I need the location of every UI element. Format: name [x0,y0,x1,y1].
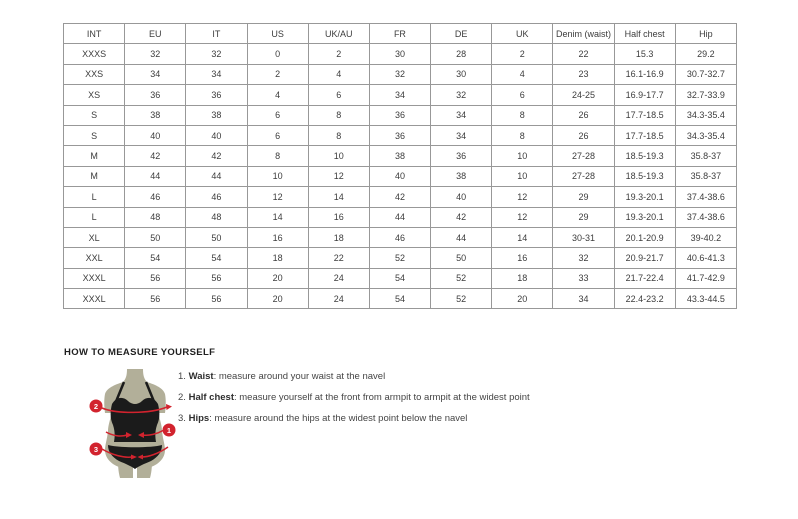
size-cell: XXS [64,64,125,84]
waist-marker-number: 1 [166,425,172,435]
measurement-figure [82,368,187,483]
size-cell: 32 [369,64,430,84]
size-cell: 46 [125,187,186,207]
size-cell: 12 [308,166,369,186]
size-cell: 18.5-19.3 [614,146,675,166]
waist-marker-badge [163,424,176,437]
size-cell: 46 [186,187,247,207]
hips-marker-number: 3 [93,444,99,454]
instruction-item-hips [178,413,530,425]
instruction-number: 3. [178,413,186,424]
size-cell: 20 [247,268,308,288]
column-header: UK/AU [308,24,369,44]
size-cell: 48 [125,207,186,227]
size-cell: 6 [247,125,308,145]
size-cell: XXL [64,248,125,268]
table-row [64,85,737,105]
size-cell: 44 [125,166,186,186]
size-table-body [64,44,737,309]
size-cell: 8 [308,125,369,145]
column-header: DE [431,24,492,44]
table-row [64,44,737,64]
size-cell: XS [64,85,125,105]
size-cell: 42 [186,146,247,166]
size-cell: 22.4-23.2 [614,289,675,309]
size-cell: 56 [125,268,186,288]
size-cell: 20 [492,289,553,309]
size-cell: M [64,146,125,166]
size-cell: 22 [553,44,614,64]
hips-marker-badge [90,443,103,456]
size-cell: S [64,105,125,125]
size-cell: 39-40.2 [675,227,736,247]
size-cell: 24 [308,289,369,309]
size-cell: 16.9-17.7 [614,85,675,105]
instruction-item-waist [178,371,530,383]
size-cell: 16.1-16.9 [614,64,675,84]
instruction-text: : measure yourself at the front from armpit to armpit at the widest point [233,392,530,403]
table-row [64,146,737,166]
size-cell: 2 [492,44,553,64]
size-cell: XXXS [64,44,125,64]
instruction-item-half-chest [178,392,530,404]
instruction-text: : measure around the hips at the widest point below the navel [209,413,468,424]
size-cell: 12 [492,207,553,227]
instruction-label: Waist [188,371,214,382]
size-cell: 48 [186,207,247,227]
table-row [64,289,737,309]
size-cell: 19.3-20.1 [614,187,675,207]
size-cell: 20.9-21.7 [614,248,675,268]
column-header: Half chest [614,24,675,44]
chest-marker-number: 2 [93,401,99,411]
column-header: FR [369,24,430,44]
size-cell: 27-28 [553,146,614,166]
size-cell: 32 [431,85,492,105]
size-cell: 14 [308,187,369,207]
size-cell: 12 [247,187,308,207]
size-cell: 28 [431,44,492,64]
measure-heading: HOW TO MEASURE YOURSELF [64,347,216,358]
table-row [64,105,737,125]
table-row [64,125,737,145]
column-header: IT [186,24,247,44]
size-cell: 34 [125,64,186,84]
instruction-number: 2. [178,392,186,403]
size-cell: 38 [125,105,186,125]
size-cell: 4 [308,64,369,84]
size-cell: L [64,187,125,207]
size-cell: 18 [308,227,369,247]
size-cell: 42 [369,187,430,207]
table-row [64,248,737,268]
size-cell: 18 [247,248,308,268]
size-cell: 44 [431,227,492,247]
size-cell: 34 [186,64,247,84]
instruction-label: Half chest [188,392,234,403]
size-cell: 40 [431,187,492,207]
size-cell: 50 [186,227,247,247]
size-cell: 12 [492,187,553,207]
size-cell: L [64,207,125,227]
table-row [64,268,737,288]
size-cell: 18.5-19.3 [614,166,675,186]
size-cell: XL [64,227,125,247]
size-cell: 32 [125,44,186,64]
size-cell: 8 [247,146,308,166]
size-cell: 36 [125,85,186,105]
size-cell: 22 [308,248,369,268]
size-cell: 34.3-35.4 [675,125,736,145]
size-cell: 21.7-22.4 [614,268,675,288]
chest-arrowhead-icon [166,404,172,410]
size-cell: M [64,166,125,186]
instruction-label: Hips [188,413,210,424]
size-cell: 52 [431,268,492,288]
size-cell: 32.7-33.9 [675,85,736,105]
size-cell: 29 [553,187,614,207]
column-header: US [247,24,308,44]
table-row [64,187,737,207]
size-cell: 36 [431,146,492,166]
size-cell: 54 [369,268,430,288]
size-cell: 36 [186,85,247,105]
size-cell: 50 [431,248,492,268]
size-cell: 17.7-18.5 [614,105,675,125]
size-cell: 42 [125,146,186,166]
size-cell: 30-31 [553,227,614,247]
table-row [64,227,737,247]
size-cell: 37.4-38.6 [675,207,736,227]
size-cell: 26 [553,125,614,145]
size-cell: 20 [247,289,308,309]
size-cell: 15.3 [614,44,675,64]
size-cell: 16 [247,227,308,247]
size-cell: 40 [125,125,186,145]
size-cell: 29.2 [675,44,736,64]
size-cell: 34 [431,105,492,125]
table-row [64,166,737,186]
size-cell: 8 [492,105,553,125]
size-cell: 50 [125,227,186,247]
measure-instructions [178,371,530,434]
size-cell: 10 [247,166,308,186]
size-cell: 4 [492,64,553,84]
size-cell: 10 [308,146,369,166]
size-cell: 52 [369,248,430,268]
size-cell: 34.3-35.4 [675,105,736,125]
size-cell: 0 [247,44,308,64]
size-cell: 14 [247,207,308,227]
instruction-text: : measure around your waist at the navel [213,371,386,382]
size-cell: 56 [125,289,186,309]
column-header: INT [64,24,125,44]
size-cell: 34 [553,289,614,309]
size-cell: 40 [369,166,430,186]
chest-marker-badge [90,400,103,413]
size-cell: 36 [369,105,430,125]
size-cell: 6 [247,105,308,125]
column-header: Hip [675,24,736,44]
instruction-number: 1. [178,371,186,382]
size-cell: 2 [308,44,369,64]
size-cell: 4 [247,85,308,105]
size-cell: 17.7-18.5 [614,125,675,145]
size-cell: 38 [369,146,430,166]
size-cell: 34 [369,85,430,105]
size-cell: XXXL [64,289,125,309]
size-cell: 38 [431,166,492,186]
size-cell: XXXL [64,268,125,288]
size-cell: 34 [431,125,492,145]
size-cell: 10 [492,146,553,166]
size-cell: 14 [492,227,553,247]
size-cell: 2 [247,64,308,84]
table-row [64,207,737,227]
size-cell: 20.1-20.9 [614,227,675,247]
size-cell: 56 [186,289,247,309]
size-cell: 42 [431,207,492,227]
column-header: EU [125,24,186,44]
size-cell: 33 [553,268,614,288]
size-cell: 56 [186,268,247,288]
size-table-header-row [64,24,737,44]
size-cell: 26 [553,105,614,125]
size-cell: S [64,125,125,145]
size-cell: 37.4-38.6 [675,187,736,207]
size-cell: 35.8-37 [675,166,736,186]
size-cell: 44 [369,207,430,227]
size-cell: 6 [492,85,553,105]
size-cell: 18 [492,268,553,288]
size-cell: 54 [186,248,247,268]
size-cell: 24-25 [553,85,614,105]
size-cell: 32 [186,44,247,64]
size-cell: 54 [369,289,430,309]
size-cell: 8 [308,105,369,125]
size-cell: 16 [308,207,369,227]
size-cell: 40 [186,125,247,145]
column-header: UK [492,24,553,44]
size-cell: 54 [125,248,186,268]
size-cell: 29 [553,207,614,227]
size-cell: 16 [492,248,553,268]
size-cell: 40.6-41.3 [675,248,736,268]
size-cell: 43.3-44.5 [675,289,736,309]
table-row [64,64,737,84]
size-cell: 27-28 [553,166,614,186]
size-cell: 38 [186,105,247,125]
size-cell: 44 [186,166,247,186]
size-cell: 35.8-37 [675,146,736,166]
size-cell: 30.7-32.7 [675,64,736,84]
size-cell: 32 [553,248,614,268]
size-cell: 6 [308,85,369,105]
size-cell: 30 [369,44,430,64]
size-cell: 23 [553,64,614,84]
size-cell: 36 [369,125,430,145]
size-cell: 10 [492,166,553,186]
size-cell: 52 [431,289,492,309]
size-cell: 41.7-42.9 [675,268,736,288]
size-cell: 30 [431,64,492,84]
column-header: Denim (waist) [553,24,614,44]
size-cell: 46 [369,227,430,247]
size-table [63,23,737,309]
size-cell: 19.3-20.1 [614,207,675,227]
size-cell: 8 [492,125,553,145]
size-cell: 24 [308,268,369,288]
